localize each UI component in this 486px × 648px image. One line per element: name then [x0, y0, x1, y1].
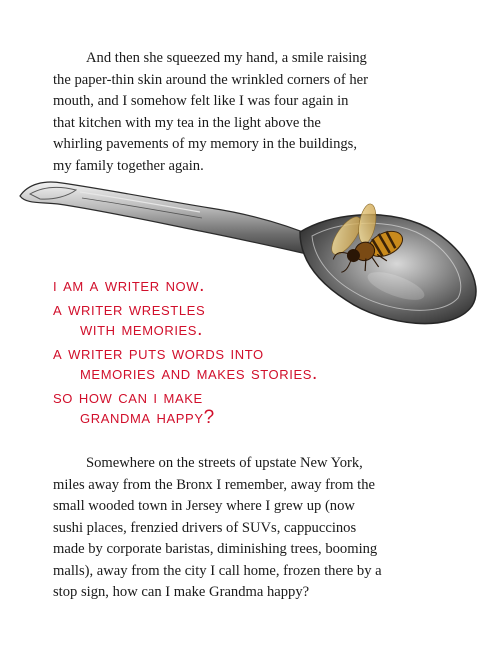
paragraph-line: made by corporate baristas, diminishing trees, booming: [53, 541, 378, 557]
callout-line: grandma happy?: [80, 407, 215, 428]
paragraph-line: miles away from the Bronx I remember, away from the: [53, 476, 375, 493]
paragraph-line: my family together again.: [53, 157, 204, 174]
paragraph-line: that kitchen with my tea in the light above the: [53, 114, 321, 131]
callout-line: with memories.: [80, 319, 203, 340]
callout-line: a writer puts words into: [53, 343, 264, 364]
paragraph-line: stop sign, how can I make Grandma happy?: [53, 584, 310, 600]
paragraph-line: And then she squeezed my hand, a smile raising: [86, 50, 367, 66]
paragraph-line: small wooded town in Jersey where I grew up (now: [53, 498, 355, 514]
paragraph-bottom: [53, 453, 382, 604]
callout-line: so how can i make: [53, 387, 203, 408]
paragraph-line: the paper-thin skin around the wrinkled corners of her: [53, 71, 368, 88]
paragraph-line: sushi places, frenzied drivers of SUVs, cappuccinos: [53, 519, 357, 536]
paragraph-line: whirling pavements of my memory in the buildings,: [53, 136, 357, 152]
callout-line: a writer wrestles: [53, 299, 206, 320]
callout-line: memories and makes stories.: [80, 363, 318, 384]
paragraph-line: malls), away from the city I call home, frozen there by a: [53, 562, 382, 579]
paragraph-line: mouth, and I somehow felt like I was four again in: [53, 93, 349, 109]
paragraph-line: Somewhere on the streets of upstate New York,: [86, 455, 363, 471]
callout-line: i am a writer now.: [53, 275, 206, 296]
